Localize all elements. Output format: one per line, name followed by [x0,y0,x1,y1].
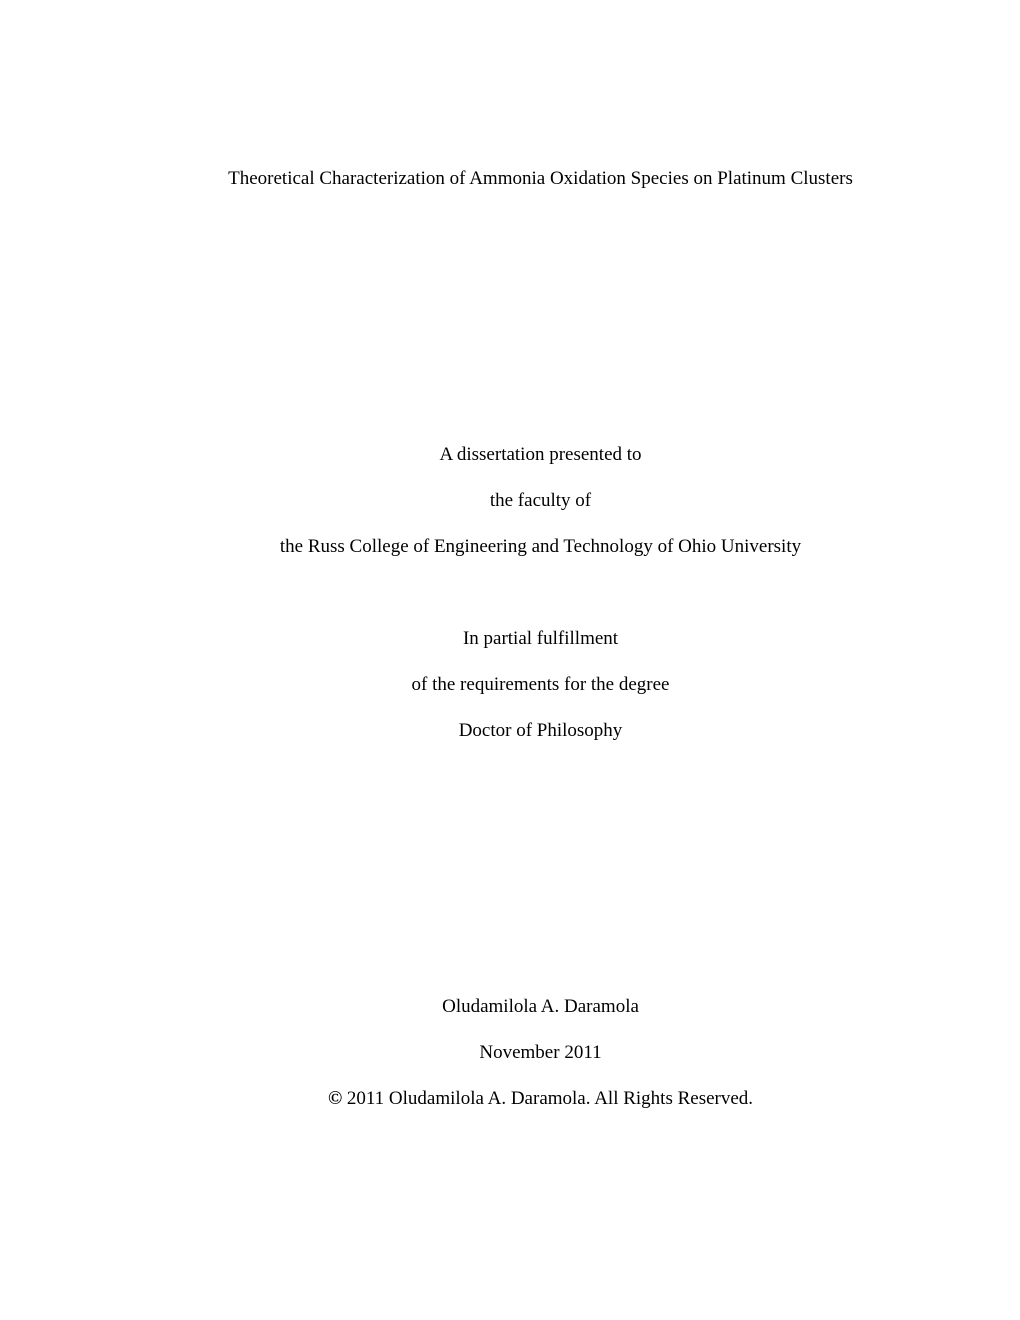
fulfillment-line-1: In partial fulfillment [462,628,619,649]
author-name: Oludamilola A. Daramola [442,996,639,1017]
fulfillment-line-2: of the requirements for the degree [411,674,670,695]
copyright-symbol: © [327,1088,343,1109]
copyright-notice [0,1087,1020,1111]
dissertation-title: Theoretical Characterization of Ammonia Oxidation Species on Platinum Clusters [228,168,853,189]
submission-date: November 2011 [479,1042,602,1063]
presentation-line-2: the faculty of [489,490,592,511]
degree-name: Doctor of Philosophy [458,720,623,741]
copyright-text: 2011 Oludamilola A. Daramola. All Rights Reserved. [342,1088,754,1109]
presentation-line-1: A dissertation presented to [439,444,642,465]
college-name: the Russ College of Engineering and Technology of Ohio University [279,536,802,557]
